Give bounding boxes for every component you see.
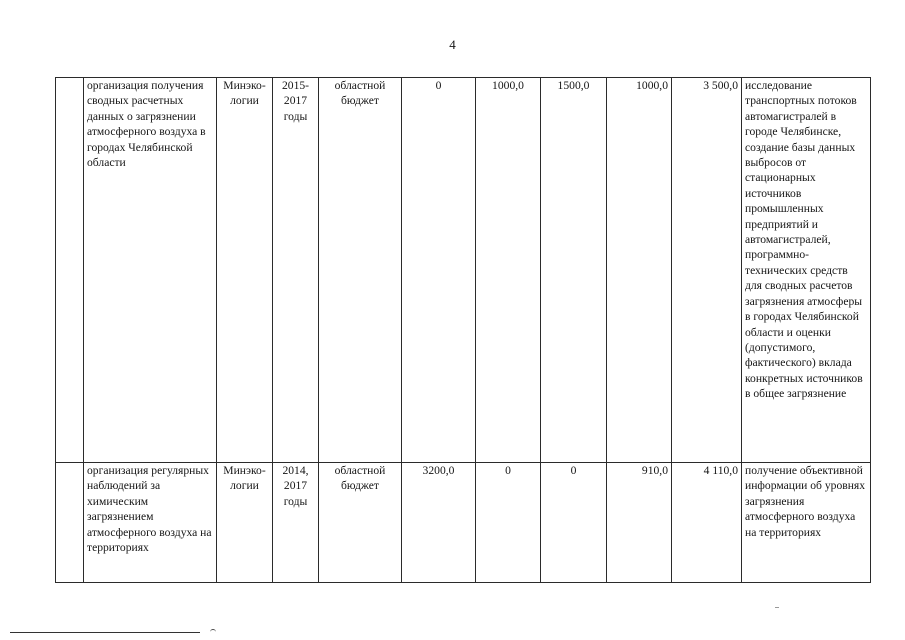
funding-year-4-cell: 910,0 <box>607 463 672 583</box>
expected-result-cell: получение объективной информации об уровнях загрязнения атмосферного воздуха на территориях <box>742 463 871 583</box>
page-number: 4 <box>449 37 456 52</box>
funding-total-cell: 3 500,0 <box>672 78 742 463</box>
funding-total-cell: 4 110,0 <box>672 463 742 583</box>
measure-name: организация получения сводных расчетных данных о загрязнении атмосферного воздуха в городах Челябинской области <box>84 78 217 463</box>
funding-source-cell: областной бюджет <box>319 463 402 583</box>
funding-source-cell: областной бюджет <box>319 78 402 463</box>
footer-mark <box>210 629 216 634</box>
funding-year-2-cell: 0 <box>476 463 541 583</box>
funding-year-2-cell: 1000,0 <box>476 78 541 463</box>
measure-name: организация регулярных наблюдений за химическим загрязнением атмосферного воздуха на территориях <box>84 463 217 583</box>
program-table <box>55 77 871 583</box>
executor-cell: Минэко-логии <box>217 78 273 463</box>
expected-result-cell: исследование транспортных потоков автомагистралей в городе Челябинске, создание базы данных выбросов от стационарных источников промышленных предприятий и автомагистралей, программно-технических средств для сводных расчетов загрязнения атмосферы в городах Челябинской области и оценки (допустимого, фактического) вклада конкретных источников в общее загрязнение <box>742 78 871 463</box>
period-cell: 2014, 2017 годы <box>273 463 319 583</box>
row-number-cell <box>56 78 84 463</box>
period-cell: 2015-2017 годы <box>273 78 319 463</box>
executor-cell: Минэко-логии <box>217 463 273 583</box>
funding-year-4-cell: 1000,0 <box>607 78 672 463</box>
funding-year-1-cell: 0 <box>402 78 476 463</box>
funding-year-3-cell: 1500,0 <box>541 78 607 463</box>
table-row <box>56 463 871 583</box>
table-row <box>56 78 871 463</box>
funding-year-3-cell: 0 <box>541 463 607 583</box>
funding-year-1-cell: 3200,0 <box>402 463 476 583</box>
row-number-cell <box>56 463 84 583</box>
footnote-separator <box>10 632 200 633</box>
scan-artifact <box>775 607 779 608</box>
